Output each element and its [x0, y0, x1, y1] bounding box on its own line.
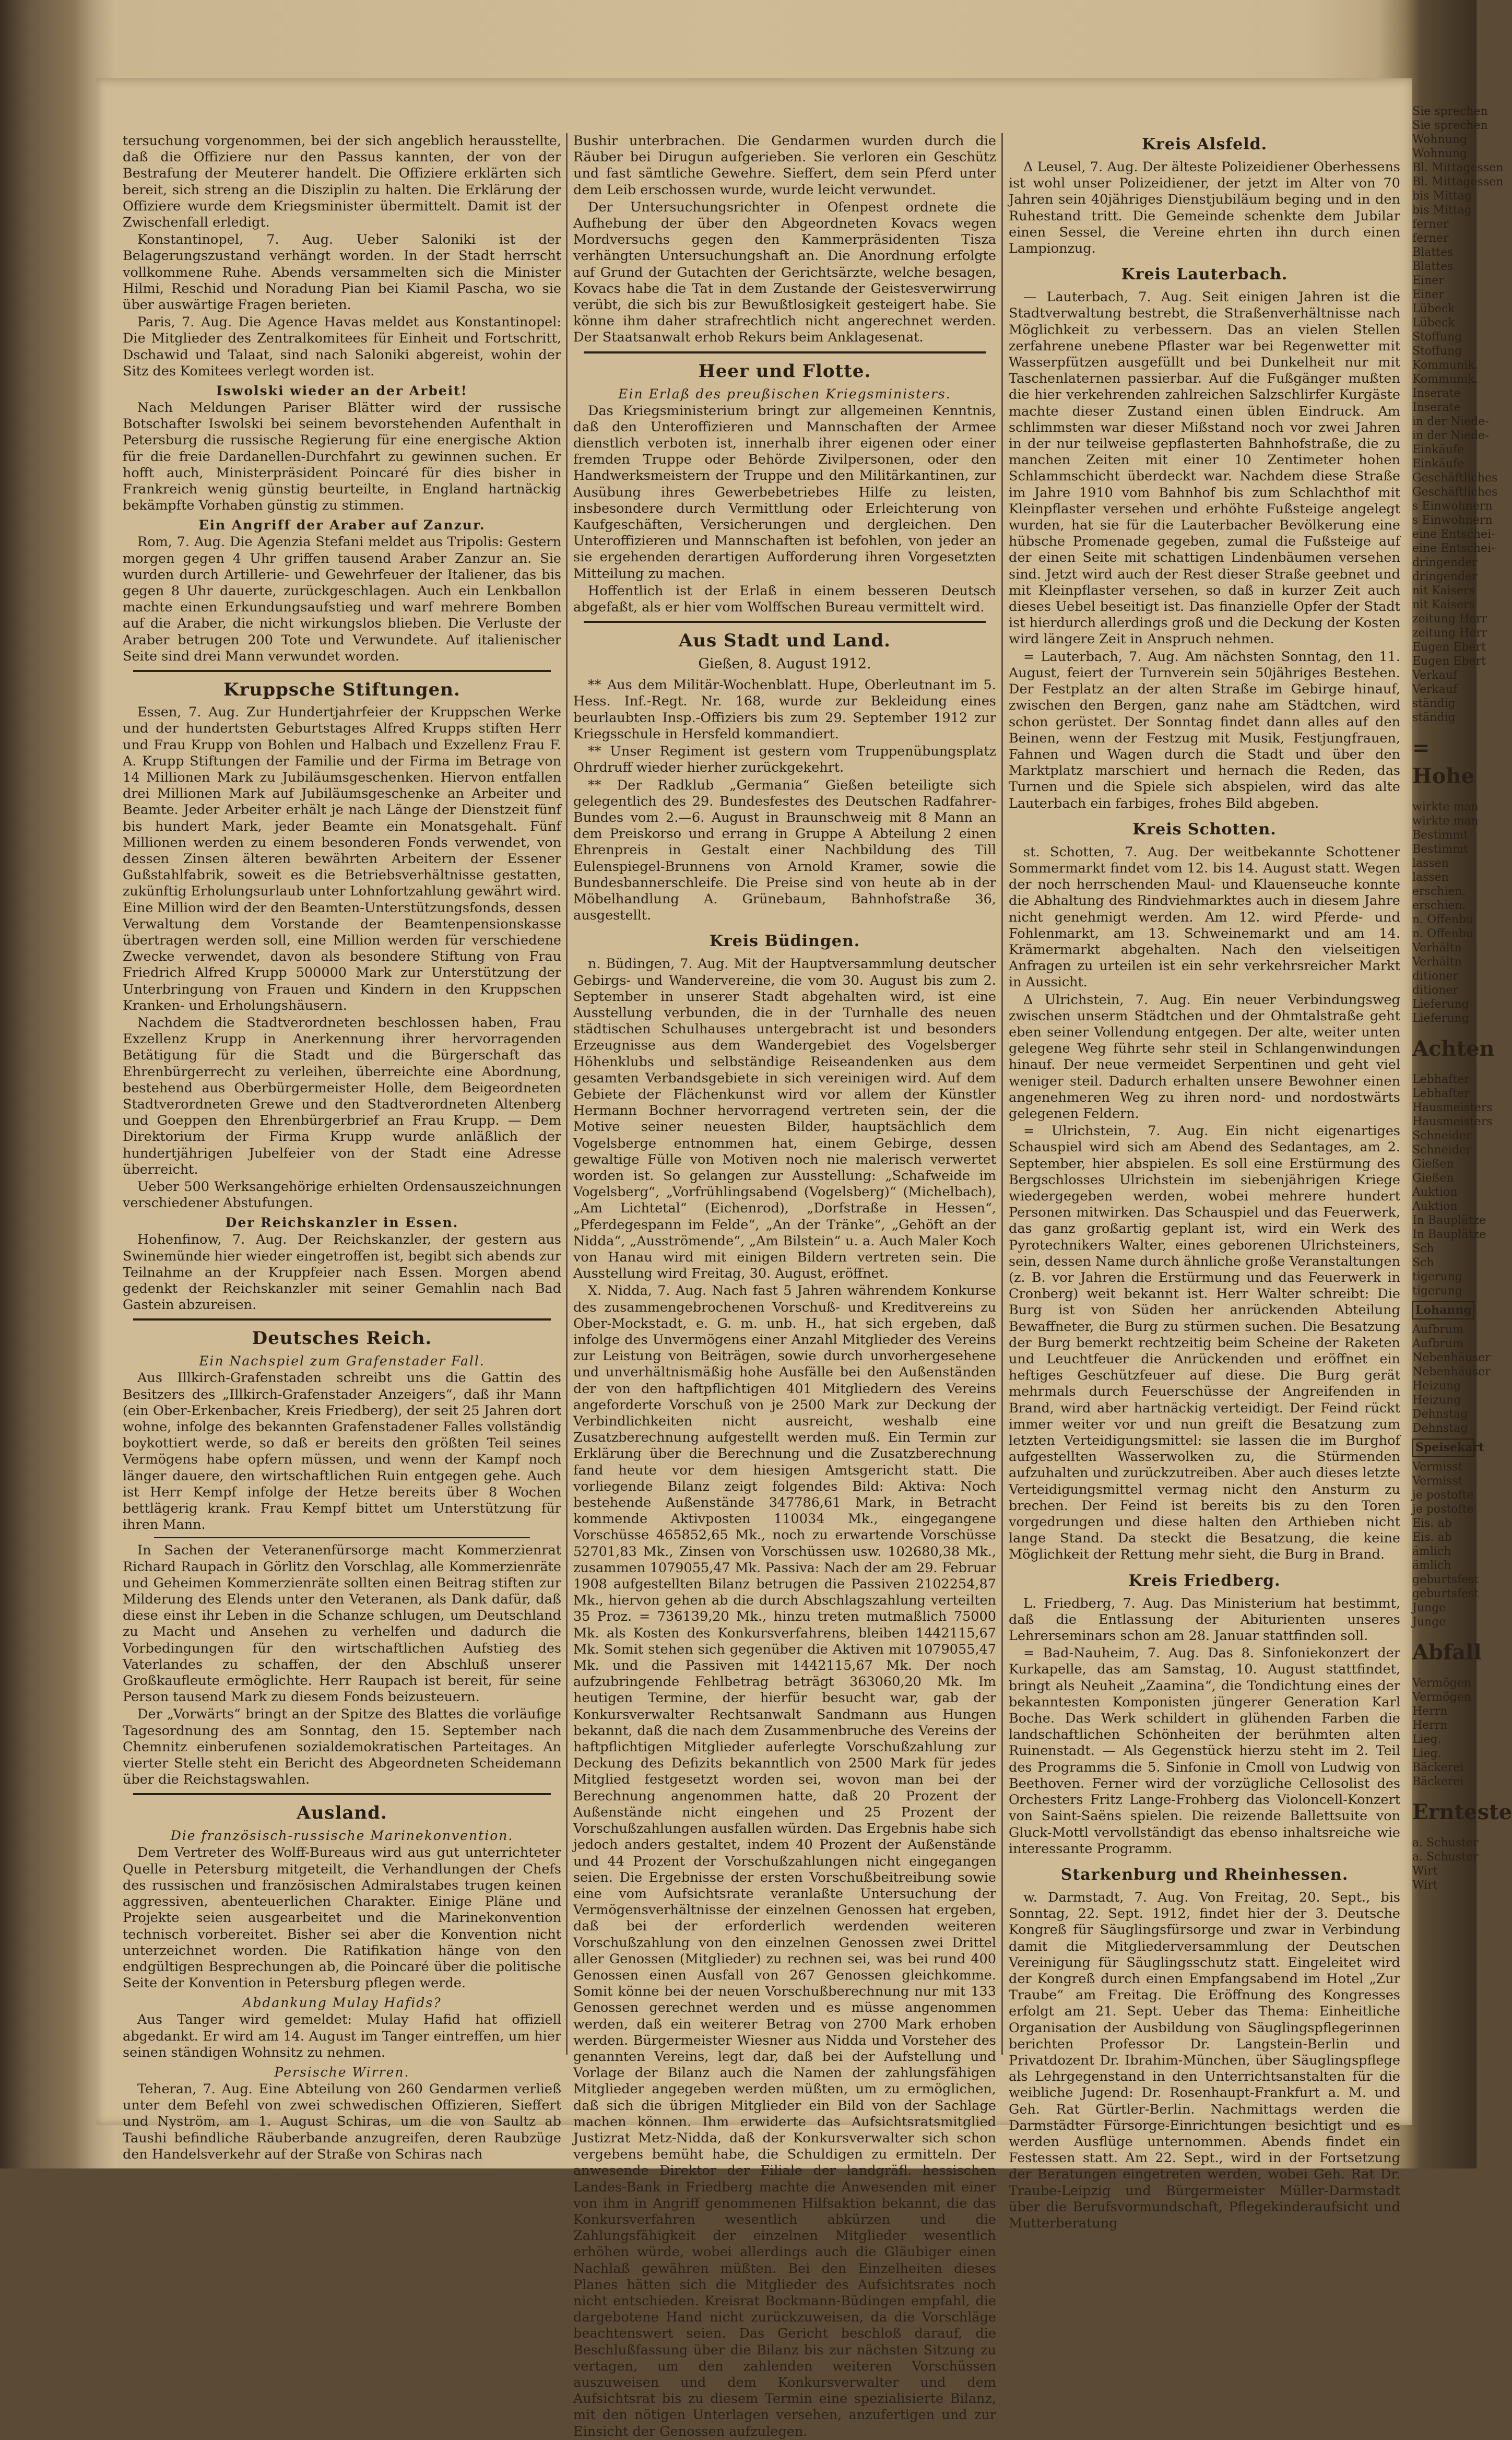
edge-text-fragment: Inserate [1412, 387, 1461, 400]
article-text: Paris, 7. Aug. Die Agence Havas meldet aus Konstantinopel: Die Mitglieder des Zentralkomitees für Einheit und Fortschritt, Dschawid und Talaat, sind nach Saloniki abgereist, wohin der Sitz des Komitees verlegt worden ist. [123, 314, 561, 379]
edge-heading: Ernteste [1412, 1800, 1512, 1824]
edge-text-fragment: Bestimmt [1412, 829, 1468, 842]
column-1 [123, 133, 561, 2162]
edge-text-fragment: Einer [1412, 288, 1444, 301]
edge-text-fragment: Lieferung [1412, 998, 1469, 1011]
edge-text-fragment: Bl. Mittagessen [1412, 161, 1504, 174]
article-text: st. Schotten, 7. Aug. Der weitbekannte Schottener Sommermarkt findet vom 12. bis 14. August statt. Wegen der noch herrschenden Maul- und Klauenseuche konnte die Abhaltung des Rindviehmarktes auch in diesem Jahre nicht genehmigt werden. Am 12. wird Pferde- und Fohlenmarkt, am 13. Schweinemarkt und am 14. Krämermarkt abgehalten. Nach den vielseitigen Anfragen zu urteilen ist ein sehr verkehrsreicher Markt in Aussicht. [1009, 844, 1400, 991]
article-text: Ueber 500 Werksangehörige erhielten Ordensauszeichnungen verschiedener Abstufungen. [123, 1178, 561, 1211]
article-text: Dem Vertreter des Wolff-Bureaus wird aus gut unterrichteter Quelle in Petersburg mitgeteilt, die Verhandlungen der Chefs des russischen und französischen Admiralstabes trugen keinen aggressiven, abenteuerlichen Charakter. Einige Pläne und Projekte seien ausgearbeitet und die Marinekonvention technisch vorbereitet. Bisher sei aber die Konvention nicht unterzeichnet worden. Die Ratifikation hänge von den endgültigen Besprechungen ab, die Poincaré über die politische Seite der Konvention in Petersburg pflegen werde. [123, 1845, 561, 1991]
subheading: Ein Erlaß des preußischen Kriegsministers. [618, 386, 951, 402]
section-rule [584, 621, 986, 623]
edge-text-fragment: Sie sprechen [1412, 105, 1488, 118]
section-heading-alsfeld: Kreis Alsfeld. [1141, 135, 1268, 154]
adjacent-page-strip [1412, 104, 1512, 2089]
article-text: = Lauterbach, 7. Aug. Am nächsten Sonntag, den 11. August, feiert der Turnverein sein 50jähriges Bestehen. Der Festplatz an der alten Straße im Gebirge hinauf, zwischen den Bergen, ganz nahe am Städtchen, wird schon gerüstet. Der Sonntag findet dann alles auf den Beinen, wenn der Festzug mit Musik, Festjungfrauen, Fahnen und Wagen durch die Stadt und über den Marktplatz marschiert und hernach die Reden, das Turnen und die Spiele sich abspielen, wird das alte Lauterbach ein farbiges, frohes Bild abgeben. [1009, 649, 1400, 811]
article-text: Δ Leusel, 7. Aug. Der älteste Polizeidiener Oberhessens ist wohl unser Polizeidiener, der jetzt im Alter von 70 Jahren sein 40jähriges Dienstjubiläum beging und in den Ruhestand tritt. Die Gemeinde schenkte dem Jubilar einen Sessel, die Vereine ehrten ihn durch einen Lampionzug. [1009, 159, 1400, 257]
edge-text-fragment: Herrn [1412, 1719, 1448, 1732]
edge-text-fragment: Auktion [1412, 1200, 1458, 1213]
edge-heading: Abfall [1412, 1640, 1482, 1665]
edge-text-fragment: n. Offenbu [1412, 913, 1474, 926]
subheading: Die französisch-russische Marinekonvention. [170, 1828, 514, 1844]
edge-text-fragment: zeitung Herr [1412, 627, 1487, 640]
edge-text-fragment: Lübeck [1412, 316, 1455, 329]
section-rule [133, 1318, 551, 1321]
edge-text-fragment: geburtsfest [1412, 1587, 1479, 1600]
article-text: L. Friedberg, 7. Aug. Das Ministerium hat bestimmt, daß die Entlassung der Abiturienten unseres Lehrerseminars schon am 28. Januar stattfinden soll. [1009, 1595, 1400, 1644]
edge-text-fragment: Wohnung [1412, 133, 1468, 146]
edge-text-fragment: Aufbrum [1412, 1337, 1463, 1350]
column-divider [566, 133, 568, 2055]
article-text: ** Aus dem Militär-Wochenblatt. Hupe, Oberleutnant im 5. Hess. Inf.-Regt. Nr. 168, wurde zur Bekleidung eines beurlaubten Insp.-Offiziers bis zum 29. September 1912 zur Kriegsschule in Hersfeld kommandiert. [573, 677, 996, 742]
separator-rule [154, 1537, 530, 1538]
section-heading-lauterbach: Kreis Lauterbach. [1121, 265, 1288, 284]
edge-text-fragment: Wirt [1412, 1865, 1438, 1878]
edge-text-fragment: in der Niede- [1412, 415, 1489, 428]
edge-text-fragment: Sch [1412, 1242, 1434, 1255]
subheading: Ein Nachspiel zum Grafenstader Fall. [199, 1353, 485, 1369]
article-text: Der Untersuchungsrichter in Ofenpest ordnete die Aufhebung der über den Abgeordneten Kovacs wegen Mordversuchs gegen den Kammerpräsidenten Tisza verhängten Untersuchungshaft an. Die Anordnung erfolgte auf Grund der Gutachten der Gerichtsärzte, welche besagen, Kovacs habe die Tat in dem Zustande der Geistesverwirrung verübt, die sich bis zur Bewußtlosigkeit gesteigert habe. Sie könne ihm daher strafrechtlich nicht angerechnet werden. Der Staatsanwalt erhob Rekurs beim Anklagesenat. [573, 199, 996, 346]
article-text: = Ulrichstein, 7. Aug. Ein nicht eigenartiges Schauspiel wird sich am Abend des Sedantages, am 2. September, hier abspielen. Es soll eine Erstürmung des Bergschlosses Ulrichstein im siebenjährigen Kriege wiedergegeben werden, wobei mehrere hundert Personen mitwirken. Das Schauspiel und das Feuerwerk, das ganz großartig geplant ist, wird ein Werk des Pyrotechnikers Walter, eines geborenen Ulrichsteiners, sein, dessen Name durch ähnliche große Veranstaltungen (z. B. vor Jahren die Erstürmung und das Feuerwerk in Cronberg) weit bekannt ist. Herr Walter schreibt: Die Burg ist von Süden her anrückenden Abteilung Bewaffneter, die Burg zu stürmen suchen. Die Besatzung der Burg bemerkt rechtzeitig beim Scheine der Raketen und Leuchtfeuer die Anrückenden und eröffnet ein heftiges Geschützfeuer auf diese. Die Burg gerät mehrmals durch Feuerschüsse der Angreifenden in Brand, wird aber hartnäckig verteidigt. Der Feind rückt immer weiter vor und nun greift die Besatzung zum letzten Verteidigungsmittel: sie lassen die im Burghof aufgestellten Wasserwolken zu, die Stürmenden aufzuhalten und zurückzutreiben. Aber auch dieses letzte Verteidigungsmittel vermag nicht den Ansturm zu brechen. Der Feind ist bereits bis zu den Toren vorgedrungen und diese halten den Arthieben nicht lange Stand. Da steckt die Besatzung, die keine Möglichkeit der Rettung mehr sieht, die Burg in Brand. [1009, 1123, 1400, 1563]
article-text: = Bad-Nauheim, 7. Aug. Das 8. Sinfoniekonzert der Kurkapelle, das am Samstag, 10. August stattfindet, bringt als Neuheit „Zaamina“, die Tondichtung eines der bekanntesten Komponisten jüngerer Generation Karl Boche. Das Werk schildert in glühenden Farben die landschaftlichen Schönheiten der berühmten alten Ruinenstadt. — Als Gegenstück hierzu steht im 2. Teil des Programms die 5. Sinfonie in Cmoll von Ludwig von Beethoven. Ferner wird der vorzügliche Cellosolist des Orchesters Fritz Lange-Frohberg das Violoncell-Konzert von Saint-Saëns spielen. Die reizende Ballettsuite von Gluck-Mottl vervollständigt das ebenso inhaltsreiche wie interessante Programm. [1009, 1645, 1400, 1857]
edge-text-fragment: bis Mittag [1412, 190, 1472, 203]
section-rule [133, 670, 551, 672]
article-text: ** Unser Regiment ist gestern vom Truppenübungsplatz Ohrdruff wieder hierher zurückgekehrt. [573, 744, 996, 776]
edge-text-fragment: Einkäufe [1412, 443, 1464, 456]
edge-text-fragment: Bäckerei [1412, 1775, 1464, 1788]
section-heading-schotten: Kreis Schotten. [1132, 820, 1277, 839]
edge-text-fragment: erschien. [1412, 885, 1466, 898]
column-divider [1001, 133, 1003, 2055]
article-text: Das Kriegsministerium bringt zur allgemeinen Kenntnis, daß den Unteroffizieren und Mannschaften der Armee dienstlich verboten ist, innerhalb ihrer eigenen oder einer fremden Truppe oder Behörde Zivilpersonen, oder den Handwerksmeistern der Truppe und den Militärkantinen, zur Ausübung ihres Gewerbebetriebes Hilfe zu leisten, insbesondere durch Vermittlung oder Erleichterung von Kaufgeschäften, Versicherungen und dergleichen. Den Unteroffizieren und Mannschaften ist befohlen, von jeder an sie ergehenden derartigen Aufforderung ihren Vorgesetzten Mitteilung zu machen. [573, 403, 996, 582]
section-heading-krupp: Kruppsche Stiftungen. [223, 679, 460, 701]
edge-text-fragment: Kommunik. [1412, 373, 1479, 386]
edge-text-fragment: Bäckerei [1412, 1761, 1464, 1774]
edge-text-fragment: Auktion [1412, 1186, 1458, 1199]
edge-text-fragment: Schneider [1412, 1129, 1472, 1142]
edge-text-fragment: dringender [1412, 556, 1478, 569]
subheading: Der Reichskanzler in Essen. [225, 1215, 459, 1231]
article-text: Rom, 7. Aug. Die Agenzia Stefani meldet aus Tripolis: Gestern morgen gegen 4 Uhr griffen tausend Araber Zanzur an. Sie wurden durch Artillerie- und Gewehrfeuer der Italiener, das bis gegen 8 Uhr dauerte, zurückgeschlagen. Auch ein Lenkballon machte einen Erkundungsaufstieg und warf mehrere Bomben auf die Araber, die nicht wirkungslos blieben. Die Verluste der Araber betrugen 200 Tote und Verwundete. Auf italienischer Seite sind drei Mann verwundet worden. [123, 534, 561, 664]
edge-text-fragment: Verkauf [1412, 669, 1458, 682]
edge-text-fragment: Einkäufe [1412, 457, 1464, 470]
edge-text-fragment: In Bauplätze [1412, 1228, 1486, 1241]
edge-text-fragment: erschien. [1412, 899, 1466, 912]
section-rule [584, 351, 986, 353]
edge-text-fragment: Verhältn [1412, 941, 1462, 954]
edge-text-fragment: Stoffung [1412, 331, 1462, 344]
edge-text-fragment: Eugen Ebert [1412, 641, 1486, 654]
edge-text-fragment: Dehnstag [1412, 1408, 1468, 1421]
edge-text-fragment: Lebhafter [1412, 1087, 1470, 1100]
edge-text-fragment: Bestimmt [1412, 843, 1468, 856]
edge-text-fragment: Vermögen [1412, 1677, 1471, 1690]
edge-text-fragment: Lebhafter [1412, 1073, 1470, 1086]
edge-text-fragment: bis Mittag [1412, 204, 1472, 217]
edge-text-fragment: Blattes [1412, 246, 1454, 259]
edge-text-fragment: Sie sprechen [1412, 119, 1488, 132]
edge-text-fragment: Eis. ab [1412, 1517, 1452, 1530]
edge-text-fragment: wirkte man [1412, 815, 1479, 828]
edge-text-fragment: Nebenhäuser [1412, 1365, 1491, 1378]
edge-text-fragment: eine Entschei- [1412, 542, 1495, 555]
article-text: tersuchung vorgenommen, bei der sich angeblich herausstellte, daß die Offiziere nur den Passus kannten, der von der Bestrafung der Meuterer handelt. Die Offiziere erklärten sich bereit, sich streng an die Disziplin zu halten. Die Erklärung der Offiziere wurde dem Kriegsminister übermittelt. Damit ist der Zwischenfall erledigt. [123, 133, 561, 231]
edge-text-fragment: lassen [1412, 857, 1449, 870]
edge-text-fragment: s Einwohnern [1412, 500, 1493, 513]
edge-text-fragment: Eis. ab [1412, 1531, 1452, 1544]
edge-text-fragment: ständig [1412, 697, 1456, 710]
edge-text-fragment: Hausmeisters [1412, 1115, 1493, 1128]
edge-text-fragment: Schneider [1412, 1144, 1472, 1157]
edge-text-fragment: Junge [1412, 1616, 1446, 1629]
article-text: Hoffentlich ist der Erlaß in einem besseren Deutsch abgefaßt, als er hier vom Wolffschen Bureau vermittelt wird. [573, 583, 996, 616]
edge-text-fragment: Hausmeisters [1412, 1101, 1493, 1114]
article-text: Der „Vorwärts“ bringt an der Spitze des Blattes die vorläufige Tagesordnung des am Sonntag, den 15. September nach Chemnitz einberufenen sozialdemokratischen Parteitages. An vierter Stelle steht ein Bericht des Abgeordneten Scheidemann über die Reichstagswahlen. [123, 1706, 561, 1788]
edge-text-fragment: Verhältn [1412, 956, 1462, 969]
column-2 [573, 133, 996, 2439]
edge-text-fragment: nit Kaisers [1412, 598, 1475, 611]
edge-text-fragment: in der Niede- [1412, 429, 1489, 442]
edge-text-fragment: Stoffung [1412, 345, 1462, 358]
edge-text-fragment: Herrn [1412, 1705, 1448, 1718]
dateline: Gießen, 8. August 1912. [698, 656, 871, 673]
edge-text-fragment: Blattes [1412, 260, 1454, 273]
edge-text-fragment: Kommunik. [1412, 359, 1479, 372]
subheading: Ein Angriff der Araber auf Zanzur. [198, 517, 486, 533]
edge-heading: Achten [1412, 1036, 1495, 1061]
section-heading-heer: Heer und Flotte. [698, 360, 871, 382]
edge-text-fragment: Heizung [1412, 1394, 1461, 1407]
edge-text-fragment: Eugen Ebert [1412, 655, 1486, 668]
newspaper-page [97, 78, 1412, 2439]
article-text: Nach Meldungen Pariser Blätter wird der russische Botschafter Iswolski bei seinem bevorstehenden Aufenthalt in Petersburg die russische Regierung für eine energische Aktion für die freie Dardanellen-Durchfahrt zu gewinnen suchen. Er hofft auch, Ministerpräsident Poincaré für dies bisher in Frankreich wenig günstig beurteilte, in England hartnäckig bekämpfte Vorhaben günstig zu stimmen. [123, 400, 561, 514]
edge-text-fragment: lassen [1412, 871, 1449, 884]
edge-text-fragment: ständig [1412, 711, 1456, 724]
edge-text-fragment: geburtsfest [1412, 1573, 1479, 1586]
edge-text-fragment: Wohnung [1412, 147, 1468, 160]
edge-text-fragment: Gießen [1412, 1158, 1454, 1171]
edge-text-fragment: wirkte man [1412, 800, 1479, 814]
article-text: Nachdem die Stadtverordneten beschlossen haben, Frau Exzellenz Krupp in Anerkennung ihrer hervorragenden Betätigung für die Stadt und die Bürgerschaft das Ehrenbürgerrecht zu verleihen, überreichte eine Abordnung, bestehend aus Oberbürgermeister Holle, dem Beigeordneten Stadtverordneten Grewe und den Stadtverordneten Altenberg und Goeppen den Ehrenbürgerbrief an Frau Krupp. — Dem Direktorium der Firma Krupp wurde anläßlich der hundertjährigen Jubelfeier von der Stadt eine Adresse überreicht. [123, 1015, 561, 1177]
edge-text-fragment: tigerung [1412, 1270, 1462, 1283]
edge-text-fragment: ferner [1412, 218, 1449, 231]
article-text: — Lauterbach, 7. Aug. Seit einigen Jahren ist die Stadtverwaltung bestrebt, die Straßenverhältnisse nach Möglichkeit zu verbessern. Das an vielen Stellen zerfahrene unebene Pflaster war bei Regenwetter mit Wasserpfützen ausgefüllt und bei Dunkelheit nur mit Taschenlaternen passierbar. Auf die Fußgänger mußten die hier verkehrenden zahlreichen Salzschlirfer Kurgäste machte dieser Zustand einen üblen Eindruck. Am schlimmsten war dieser Mißstand noch vor zwei Jahren in der nur teilweise gepflasterten Bahnhofstraße, die zu manchen Zeiten mit einer 10 Zentimeter hohen Schlammschicht überdeckt war. Nachdem diese Straße im Jahre 1910 vom Bahnhof bis zum Schlachthof mit Kleinpflaster versehen und erhöhte Fußsteige angelegt wurden, hat sie für die Lauterbacher Bevölkerung eine hübsche Promenade gegeben, zumal die Fußsteige auf der einen Seite mit schattigen Lindenbäumen versehen sind. Jetzt wird auch der Rest dieser Straße geebnet und mit Kleinpflaster versehen, so daß in kurzer Zeit auch dieses Uebel beseitigt ist. Das finanzielle Opfer der Stadt ist hierdurch allerdings groß und die Deckung der Kosten wird längere Zeit in Anspruch nehmen. [1009, 289, 1400, 647]
article-text: n. Büdingen, 7. Aug. Mit der Hauptversammlung deutscher Gebirgs- und Wandervereine, die vom 30. August bis zum 2. September in unserer Stadt abgehalten wird, ist eine Ausstellung verbunden, die in der Turnhalle des neuen städtischen Schulhauses untergebracht ist und besonders Erzeugnisse aus dem Wandergebiet des Vogelsberger Höhenklubs und selbständige Reiseandenken aus dem gesamten Verbandsgebiete in sich vereinigen wird. Auf dem Gebiete der Flächenkunst wird vor allem der Künstler Hermann Bochner hervorragend vertreten sein, der die Motive seiner neuesten Bilder, hauptsächlich dem Vogelsberge entnommen hat, einem Gebirge, dessen gewaltige Fülle von Motiven noch nie malerisch verwertet worden ist. So gelangen zur Ausstellung: „Schafweide im Vogelsberg“, „Vorfrühlingsabend (Vogelsberg)“ (Michelbach), „Am Lichtetal“ (Eichenrod), „Dorfstraße in Hessen“, „Pferdegespann im Felde“, „An der Tränke“, „Gehöft an der Nidda“, „Ausströmende“, „Am Bilstein“ u. a. Auch Maler Koch von Hanau wird mit einigen Bildern vertreten sein. Die Ausstellung wird Freitag, 30. August, eröffnet. [573, 956, 996, 1282]
edge-text-fragment: nit Kaisers [1412, 584, 1475, 597]
edge-text-fragment: Vermisst [1412, 1475, 1463, 1488]
edge-text-fragment: Bl. Mittagessen [1412, 175, 1504, 188]
edge-text-fragment: ferner [1412, 232, 1449, 245]
article-text: Konstantinopel, 7. Aug. Ueber Saloniki ist der Belagerungszustand verhängt worden. In der Stadt herrscht vollkommene Ruhe. Abends versammelten sich die Minister Hilmi, Reschid und Noradung Pian bei Kiamil Pascha, wo sie über auswärtige Fragen berieten. [123, 232, 561, 313]
edge-text-fragment: Heizung [1412, 1380, 1461, 1393]
edge-text-fragment: zeitung Herr [1412, 612, 1487, 626]
edge-text-fragment: dringender [1412, 570, 1478, 583]
edge-text-fragment: Nebenhäuser [1412, 1351, 1491, 1364]
article-text: Δ Ulrichstein, 7. Aug. Ein neuer Verbindungsweg zwischen unserm Städtchen und der Ohmtalstraße geht eben seiner Vollendung entgegen. Der alte, weiter unten gelegene Weg führte sehr steil in Schlangenwindungen hinauf. Der neue vermeidet Serpentinen und geht viel weniger steil. Dadurch erhalten unsere Bewohner einen angenehmeren Weg zu ihren nord- und nordostwärts gelegenen Feldern. [1009, 992, 1400, 1122]
section-rule [133, 1793, 551, 1795]
article-text: Bushir unterbrachen. Die Gendarmen wurden durch die Räuber bei Dirugun aufgerieben. Sie verloren ein Geschütz und fast sämtliche Gewehre. Sieffert, dem sein Pferd unter dem Leib erschossen wurde, wurde leicht verwundet. [573, 133, 996, 198]
edge-text-fragment: In Bauplätze [1412, 1214, 1486, 1227]
edge-text-fragment: tigerung [1412, 1284, 1462, 1298]
edge-text-fragment: ämlich [1412, 1545, 1451, 1558]
column-3 [1009, 133, 1400, 2231]
edge-text-fragment: Vermisst [1412, 1460, 1463, 1474]
edge-text-fragment: Inserate [1412, 401, 1461, 414]
article-text: Hohenfinow, 7. Aug. Der Reichskanzler, der gestern aus Swinemünde hier wieder eingetroffen ist, begibt sich abends zur Teilnahme an der Kruppfeier nach Essen. Morgen abend gedenkt der Reichskanzler mit seiner Gemahlin nach Bad Gastein abzureisen. [123, 1232, 561, 1313]
section-heading-stadt: Aus Stadt und Land. [679, 630, 891, 652]
subheading: Iswolski wieder an der Arbeit! [216, 383, 468, 399]
edge-text-fragment: Sch [1412, 1256, 1434, 1269]
edge-text-fragment: Vermögen [1412, 1691, 1471, 1704]
edge-text-fragment: Lieg. [1412, 1733, 1442, 1746]
article-text: Essen, 7. Aug. Zur Hundertjahrfeier der Kruppschen Werke und der hundertsten Geburtstages Alfred Krupps stiften Herr und Frau Krupp von Bohlen und Halbach und Exzellenz Frau F. A. Krupp Stiftungen der Familie und der Firma im Betrage von 14 Millionen Mark zu Jubiläumsgeschenken. Hiervon entfallen drei Millionen Mark auf Jubiläumsgeschenke an Arbeiter und Beamte. Jeder Arbeiter erhält je nach Länge der Dienstzeit fünf bis hundert Mark, jeder Beamte ein Monatsgehalt. Fünf Millionen werden zu einem besonderen Fonds verwendet, von dessen Zinsen älteren bewährten Arbeitern der Essener Gußstahlfabrik, soweit es die Betriebsverhältnisse gestatten, zukünftig Erholungsurlaub unter Lohnfortzahlung gewährt wird. Eine Million wird der den Beamten-Unterstützungsfonds, dessen Verwaltung dem Vorstande der Beamtenpensionskasse übertragen werden soll, eine Million werden für verschiedene Zwecke verwendet, davon als besondere Stiftung von Frau Friedrich Alfred Krupp 500000 Mark zur Unterstützung der Unterbringung von Frauen und Kindern in den Kruppschen Kranken- und Erholungshäusern. [123, 704, 561, 1013]
edge-ad-box: Lohanng [1412, 1301, 1474, 1319]
edge-text-fragment: Wirt [1412, 1879, 1438, 1892]
section-heading-reich: Deutsches Reich. [252, 1328, 432, 1349]
edge-text-fragment: a. Schuster [1412, 1850, 1479, 1864]
article-text: In Sachen der Veteranenfürsorge macht Kommerzienrat Richard Raupach in Görlitz den Vorschlag, alle Kommerzienräte und Geheimen Kommerzienräte sollten einen Beitrag stiften zur Milderung des Elends unter den Veteranen, als Dank dafür, daß diese einst ihr Leben in die Schanze schlugen, um Deutschland zu Macht und Ansehen zu verhelfen und dadurch die Vorbedingungen für den wirtschaftlichen Aufstieg des Vaterlandes zu schaffen, der den Abschluß unserer Großkaufleute ermöglichte. Herr Raupach ist bereit, für seine Person tausend Mark zu diesem Fonds beizusteuern. [123, 1542, 561, 1705]
edge-ad-box: Speisekart [1412, 1439, 1474, 1457]
edge-text-fragment: s Einwohnern [1412, 514, 1493, 527]
edge-text-fragment: Lieg. [1412, 1747, 1442, 1760]
edge-text-fragment: Lieferung [1412, 1012, 1469, 1025]
edge-heading: = Hohe [1412, 736, 1475, 788]
section-heading-starkenburg: Starkenburg und Rheinhessen. [1060, 1865, 1349, 1884]
edge-text-fragment: Geschäftliches [1412, 472, 1498, 485]
section-heading-ausland: Ausland. [297, 1802, 387, 1824]
article-text: w. Darmstadt, 7. Aug. Von Freitag, 20. Sept., bis Sonntag, 22. Sept. 1912, findet hier der 3. Deutsche Kongreß für Säuglingsfürsorge und zwar in Verbindung damit die Mitgliederversammlung der Deutschen Vereinigung für Säuglingsschutz statt. Eingeleitet wird der Kongreß durch einen Empfangsabend im Hotel „Zur Traube“ am Freitag. Die Eröffnung des Kongresses erfolgt am 21. Sept. Ueber das Thema: Einheitliche Organisation der Ausbildung von Säuglingspflegerinnen berichten Professor Dr. Langstein-Berlin und Privatdozent Dr. Ibrahim-München, über Säuglingspflege als Lehrgegenstand in den Unterrichtsanstalten für die weibliche Jugend: Dr. Rosenhaupt-Frankfurt a. M. und Geh. Rat Gürtler-Berlin. Nachmittags werden die Darmstädter Fürsorge-Einrichtungen besichtigt und es werden Ausflüge unternommen. Abends findet ein Festessen statt. Am 22. Sept., wird in der Fortsetzung der Beratungen eingetreten werden, wobei Geh. Rat Dr. Traube-Leipzig und Bürgermeister Müller-Darmstadt über die Berufsvormundschaft, Pflegekinderaufsicht und Mutterberatung [1009, 1889, 1400, 2231]
edge-text-fragment: je postofte [1412, 1489, 1474, 1502]
section-heading-buedingen: Kreis Büdingen. [709, 932, 860, 951]
edge-text-fragment: Verkauf [1412, 683, 1458, 696]
edge-text-fragment: a. Schuster [1412, 1836, 1479, 1849]
edge-text-fragment: n. Offenbu [1412, 927, 1474, 940]
article-text: X. Nidda, 7. Aug. Nach fast 5 Jahren währendem Konkurse des zusammengebrochenen Vorschuß- und Kreditvereins zu Ober-Mockstadt, e. G. m. unb. H., hat sich ergeben, daß infolge des Unvermögens einer Anzahl Mitglieder des Vereins zur Leistung von Beiträgen, sowie durch unvorhergesehene und unverhältnismäßig hohe Ausfälle bei den Außenständen der von den haftpflichtigen 401 Mitgliedern des Vereins angeforderte Vorschuß von je 2500 Mark zur Deckung der Verbindlichkeiten nicht ausreicht, weshalb eine Zusatzberechnung aufgestellt werden muß. Ein Termin zur Erklärung über die Berechnung und die Zusatzberechnung fand heute vor dem hiesigen Amtsgericht statt. Die vorliegende Bilanz zeigt folgendes Bild: Aktiva: Noch bestehende Außenstände 347786,61 Mark, in Betracht kommende Aktivposten 110034 Mk., eingegangene Vorschüsse 465852,65 Mk., noch zu erwartende Vorschüsse 52701,83 Mk., Zinsen von Vorschüssen usw. 102680,38 Mk., zusammen 1079055,47 Mk. Passiva: Nach der am 29. Februar 1908 aufgestellten Bilanz betrugen die Passiven 2102254,87 Mk., hiervon gehen ab die durch Abschlagszahlung verteilten 35 Proz. = 736139,20 Mk., hinzu treten mutmaßlich 75000 Mk. als Kosten des Konkursverfahrens, bleiben 1442115,67 Mk. Somit stehen sich gegenüber die Aktiven mit 1079055,47 Mk. und die Passiven mit 1442115,67 Mk. Der noch aufzubringende Fehlbetrag beträgt 363060,20 Mk. Im heutigen Termine, der hierfür besucht war, gab der Konkursverwalter Rechtsanwalt Sandmann aus Hungen bekannt, daß die nach dem Zusammenbruche des Vereins der haftpflichtigen Mitglieder auferlegte Vorschußzahlung zur Deckung des Defizits bekanntlich von 2500 Mark für jedes Mitglied festgesetzt worden sei, wovon man bei der Berechnung angenommen hatte, daß 20 Prozent der Außenstände nicht eingehen und 25 Prozent der Vorschußzahlungen ausfallen würden. Das Ergebnis habe sich jedoch anders gestaltet, indem 40 Prozent der Außenstände und 44 Prozent der Vorschußzahlungen nicht eingegangen seien. Die Ergebnisse der ersten Vorschußbeitreibung sowie eine vom Aufsichtsrate veranlaßte Untersuchung der Vermögensverhältnisse der einzelnen Genossen hat ergeben, daß bei der erforderlich werdenden weiteren Vorschußzahlung von den einzelnen Genossen zwei Drittel aller Genossen (Mitglieder) zu rechnen sei, was bei rund 400 Genossen einen Ausfall von 267 Genossen gleichkomme. Somit könne bei der neuen Vorschußberechnung nur mit 133 Genossen gerechnet werden und es müsse angenommen werden, daß ein weiterer Betrag von 2700 Mark erhoben werden. Bürgermeister Wiesner aus Nidda und Vorsteher des genannten Vereins, legt dar, daß bei der Aufstellung und Vorlage der Bilanz auch die Namen der zahlungsfähigen Mitglieder angegeben werden müßten, um zu ermöglichen, daß sich die übrigen Mitglieder ein Bild von der Sachlage machen können. Ihm erwiderte das Aufsichtsratsmitglied Justizrat Metz-Nidda, daß der Konkursverwalter sich schon vergebens bemüht habe, die Schuldigen zu ermitteln. Der anwesende Direktor der Filiale der landgräfl. hessischen Landes-Bank in Friedberg machte die Anwesenden mit einer von ihm in Angriff genommenen Hilfsaktion bekannt, die das Konkursverfahren wesentlich abkürzen und die Zahlungsfähigkeit der einzelnen Mitglieder wesentlich erhöhen würde, wobei allerdings auch die Gläubiger einen Nachlaß gewähren müßten. Bei den Einzelheiten dieses Planes hätten sich die Mitglieder des Aufsichtsrates noch nicht entschieden. Kreisrat Bockmann-Büdingen empfahl, die dargebotene Hand nicht zurückzuweisen, da die Vorschläge beachtenswert seien. Das Gericht beschloß darauf, die Beschlußfassung über die Bilanz bis zur nächsten Sitzung zu vertagen, um den zahlenden weiteren Vorschüssen auszuweisen und dem Konkursverwalter und dem Aufsichtsrat bis zu diesem Termin eine spezialisierte Bilanz, mit den nötigen Unterlagen versehen, anzufertigen und zur Einsicht der Genossen aufzulegen. [573, 1283, 996, 2439]
edge-text-fragment: ditioner [1412, 984, 1458, 997]
article-text: Teheran, 7. Aug. Eine Abteilung von 260 Gendarmen verließ unter dem Befehl von zwei schwedischen Offizieren, Sieffert und Nyström, am 1. August Schiras, um die von Saultz ab Taushi befindliche Räuberbande anzugreifen, deren Raubzüge den Handelsverkehr auf der Straße von Schiras nach [123, 2081, 561, 2162]
subheading: Abdankung Mulay Hafids? [242, 1995, 442, 2011]
edge-text-fragment: Dehnstag [1412, 1422, 1468, 1435]
article-text: ** Der Radklub „Germania“ Gießen beteiligte sich gelegentlich des 29. Bundesfestes des Deutschen Radfahrer-Bundes vom 2.—6. August in Braunschweig mit 8 Mann an dem Preiskorso und errang in Gruppe A Abteilung 2 einen Ehrenpreis in Gestalt einer Nachbildung des Till Eulenspiegel-Brunnens von Arnold Kramer, sowie die Bundesbannerschleife. Die Preise sind von heute ab in der Möbelhandlung A. Grünebaum, Bahnhofstraße 36, ausgestellt. [573, 777, 996, 924]
article-text: Aus Illkirch-Grafenstaden schreibt uns die Gattin des Besitzers des „Illkirch-Grafenstader Anzeigers“, daß ihr Mann (ein Ober-Erkenbacher, Kreis Friedberg), der seit 25 Jahren dort wohne, infolge des bekannten Grafenstadener Falles vollständig boykottiert werde, so daß er bereits den größten Teil seines Vermögens habe opfern müssen, und wenn der Kampf noch länger dauere, den wirtschaftlichen Ruin entgegen gehe. Auch ist Herr Kempf infolge der Hetze bereits über 8 Wochen bettlägerig krank. Frau Kempf bittet um Unterstützung für ihren Mann. [123, 1370, 561, 1533]
subheading: Persische Wirren. [274, 2064, 410, 2080]
edge-text-fragment: ämlich [1412, 1559, 1451, 1572]
edge-text-fragment: eine Entschei- [1412, 528, 1495, 541]
edge-text-fragment: Gießen [1412, 1172, 1454, 1185]
edge-text-fragment: Lübeck [1412, 302, 1455, 315]
section-heading-friedberg: Kreis Friedberg. [1128, 1571, 1281, 1590]
edge-text-fragment: Einer [1412, 274, 1444, 287]
edge-text-fragment: Junge [1412, 1601, 1446, 1614]
edge-text-fragment: Aufbrum [1412, 1323, 1463, 1336]
edge-text-fragment: Geschäftliches [1412, 486, 1498, 499]
edge-text-fragment: ditioner [1412, 970, 1458, 983]
article-text: Aus Tanger wird gemeldet: Mulay Hafid hat offiziell abgedankt. Er wird am 14. August im Tanger eintreffen, um hier seinen ständigen Wohnsitz zu nehmen. [123, 2012, 561, 2060]
edge-text-fragment: je postofte [1412, 1503, 1474, 1516]
